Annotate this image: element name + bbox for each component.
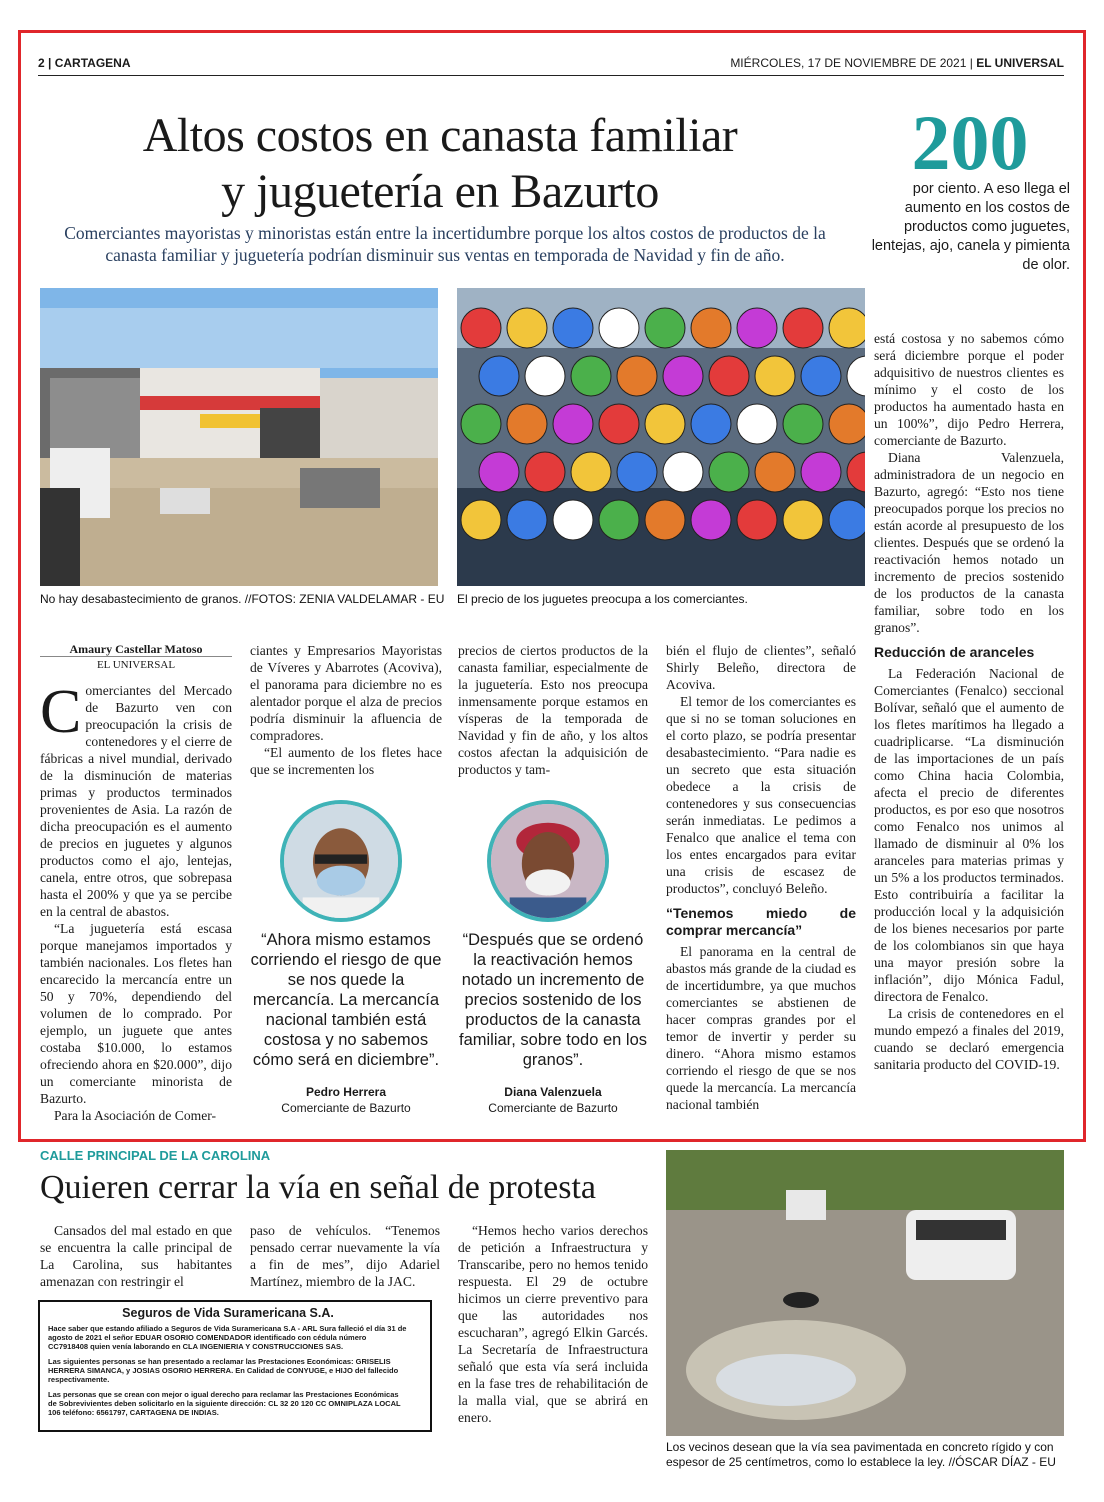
legal-notice-title: Seguros de Vida Suramericana S.A. (122, 1306, 334, 1320)
street-photo-caption: Los vecinos desean que la vía sea pavimentada en concreto rígido y con espesor de 25 centímetros, como lo establece la ley. //ÓSCAR DÍAZ - EU (666, 1440, 1056, 1469)
photo-caption-1: No hay desabastecimiento de granos. //FOTOS: ZENIA VALDELAMAR - EU (40, 592, 445, 606)
street-photo (666, 1150, 1064, 1436)
second-col-1 (40, 1222, 232, 1290)
main-headline: Altos costos en canasta familiar y juguetería en Bazurto (142, 109, 738, 218)
header-date: MIÉRCOLES, 17 DE NOVIEMBRE DE 2021 | EL UNIVERSAL (730, 56, 1064, 70)
pull-quote-1: “Ahora mismo estamos corriendo el riesgo de que se nos quede la mercancía. La mercancía nacional también está costosa y no sabemos cómo será en diciembre”. (250, 931, 442, 1069)
paragraph: Diana Valenzuela, administradora de un negocio en Bazurto, agregó: “Esto nos tiene preocupados porque los precios no están acorde al presupuesto de los clientes. Después que se ordenó la reactivación hemos notado un incremento de precios sostenido de los productos de la canasta familiar, sobre todo en los granos”. (874, 450, 1064, 635)
section-label: CALLE PRINCIPAL DE LA CAROLINA (40, 1148, 271, 1163)
paragraph: está costosa y no sabemos cómo será diciembre porque el poder adquisitivo de nuestros clientes es mínimo y el costo de los productos ha aumentado hasta en un 100%”, dijo Pedro Herrera, comerciante de Bazurto. (874, 331, 1064, 448)
paragraph: “La juguetería está escasa porque manejamos importados y también nacionales. Los fletes han encarecido la mercancía entre un 50 y 70%, dependiendo del volumen de lo comprado. Por ejemplo, un juguete que antes costaba $10.000, lo estamos ofreciendo ahora en $20.000”, dijo un comerciante minorista de Bazurto. (40, 921, 232, 1106)
paragraph: ciantes y Empresarios Mayoristas de Víveres y Abarrotes (Acoviva), el panorama para diciembre no es alentador porque el alza de precios podría disminuir la afluencia de compradores. (250, 643, 442, 743)
photo-caption-2: El precio de los juguetes preocupa a los comerciantes. (457, 592, 748, 606)
second-col-2 (250, 1222, 440, 1290)
article-col-3 (458, 642, 648, 778)
subhead-reduccion-aranceles: Reducción de aranceles (874, 644, 1035, 660)
paragraph: La crisis de contenedores en el mundo empezó a finales del 2019, cuando se declaró emergencia sanitaria producto del COVID-19. (874, 1006, 1064, 1072)
main-deck: Comerciantes mayoristas y minoristas están entre la incertidumbre porque los altos costos de productos de la canasta familiar y juguetería podrían disminuir sus ventas en temporada de Navidad y fin de año. (64, 223, 826, 265)
header-section: 2 | CARTAGENA (38, 56, 131, 70)
avatar-pedro-herrera (280, 800, 402, 922)
drop-cap: C (40, 678, 82, 746)
article-col-2 (250, 642, 442, 778)
article-col-5 (874, 330, 1064, 1073)
legal-notice (38, 1300, 432, 1432)
quote-attribution-2: Diana Valenzuela Comerciante de Bazurto (488, 1085, 618, 1115)
paragraph: “El aumento de los fletes hace que se incrementen los (250, 745, 442, 777)
legal-notice-paragraph: Las personas que se crean con mejor o igual derecho para reclamar las Prestaciones Económicas de Sobrevivientes deben solicitarlo en la siguiente dirección: CL 32 20 120 CC OMNIPLAZA LOCAL 106 teléfono: 6561797, CARTAGENA DE INDIAS. (48, 1390, 401, 1417)
paragraph: Para la Asociación de Comer- (54, 1108, 217, 1123)
quote-attribution-1: Pedro Herrera Comerciante de Bazurto (281, 1085, 411, 1115)
second-headline: Quieren cerrar la vía en señal de protesta (40, 1169, 596, 1206)
legal-notice-paragraph: Hace saber que estando afiliado a Seguros de Vida Suramericana S.A - ARL Sura falleció el día 31 de agosto de 2021 el señor EDUAR OSORIO COMENDADOR identificado con cédula número CC7918408 quien venía laborando en CLA INGENIERIA Y CONSTRUCCIONES SAS. (48, 1324, 407, 1351)
byline-outlet: EL UNIVERSAL (40, 656, 232, 672)
article-col-4 (666, 642, 856, 1113)
stat-number: 200 (911, 99, 1029, 186)
article-col-1 (40, 642, 232, 1124)
paragraph: bién el flujo de clientes”, señaló Shirly Beleño, directora de Acoviva. (666, 643, 856, 692)
page-header (38, 52, 1064, 76)
pull-quote-2: “Después que se ordenó la reactivación hemos notado un incremento de precios sostenido de los productos de la canasta familiar, sobre todo en los granos”. (458, 931, 648, 1069)
market-photo (40, 288, 438, 586)
paragraph: precios de ciertos productos de la canasta familiar, especialmente de la juguetería. Esto nos preocupa inmensamente porque estamos en vísperas de la temporada de Navidad y fin de año, y los altos costos afectan la adquisición de productos y tam- (458, 643, 648, 777)
subhead-tenemos-miedo: “Tenemos miedo de comprar mercancía” (666, 905, 856, 938)
stat-text: por ciento. A eso llega el aumento en los costos de productos como juguetes, lentejas, ajo, canela y pimienta de olor. (871, 181, 1070, 273)
avatar-diana-valenzuela (487, 800, 609, 922)
legal-notice-paragraph: Las siguientes personas se han presentado a reclamar las Prestaciones Económicas: GRISELIS HERRERA SIMANCA, y JOSIAS OSORIO HERRERA. En Calidad de CONYUGE, e HIJO del fallecido respectivamente. (48, 1357, 399, 1384)
byline-author: Amaury Castellar Matoso (69, 642, 203, 656)
paragraph: El temor de los comerciantes es que si no se toman soluciones en el corto plazo, se podría presentar desabastecimiento. “Para nadie es un secreto que esta situación obedece a la crisis de contenedores y sus consecuencias serán inmediatas. Le pedimos a Fenalco que analice el tema con los entes encargados para evitar una crisis de escasez de productos”, concluyó Beleño. (666, 694, 856, 896)
lead-paragraph: Comerciantes del Mercado de Bazurto ven con preocupación la crisis de contenedores y el cierre de fábricas a nivel mundial, derivado de la disminución de materias primas y productos terminados provenientes de Asia. La razón de dicha preocupación es el aumento de precios en juguetes y algunos productos como el ajo, lentejas, canela, entre otros, que sobrepasa hasta el 200% y que ya se percibe en la central de abastos. (40, 678, 232, 919)
paragraph: Cansados del mal estado en que se encuentra la calle principal de La Carolina, sus habitantes amenazan con restringir el (40, 1223, 232, 1289)
paragraph: La Federación Nacional de Comerciantes (Fenalco) seccional Bolívar, señaló que el aumento de los fletes marítimos ha llegado a cuadriplicarse. “La disminución de las importaciones de un país como China hacia Colombia, afecta el precio de diferentes productos, es por eso que nosotros como Fenalco nos unimos al llamado de disminuir al 0% los aranceles para materias primas y un 5% a los productos terminados. Esto contribuiría a facilitar la producción local y la adquisición de los bienes necesarios por parte de los colombianos sin que haya una mayor presión sobre la inflación”, dijo Mónica Fadul, directora de Fenalco. (874, 666, 1064, 1004)
second-col-3 (458, 1222, 648, 1426)
paragraph: paso de vehículos. “Tenemos pensado cerrar nuevamente la vía a fin de mes”, dijo Adariel Martínez, miembro de la JAC. (250, 1223, 440, 1289)
toys-photo (457, 288, 865, 586)
paragraph: El panorama en la central de abastos más grande de la ciudad es de incertidumbre, ya que muchos comerciantes se abstienen de hacer compras grandes por el temor de invertir y perder su dinero. “Ahora mismo estamos corriendo el riesgo de que se nos quede la mercancía. La mercancía nacional también (666, 944, 856, 1112)
paragraph: “Hemos hecho varios derechos de petición a Infraestructura y Transcaribe, pero no hemos tenido respuesta. El 29 de octubre hicimos un cierre preventivo para que las autoridades nos escucharan”, agregó Elkin Garcés. La Secretaría de Infraestructura señaló que esta vía será incluida en la fase tres de rehabilitación de la malla vial, que se abrirá en enero. (458, 1223, 648, 1425)
